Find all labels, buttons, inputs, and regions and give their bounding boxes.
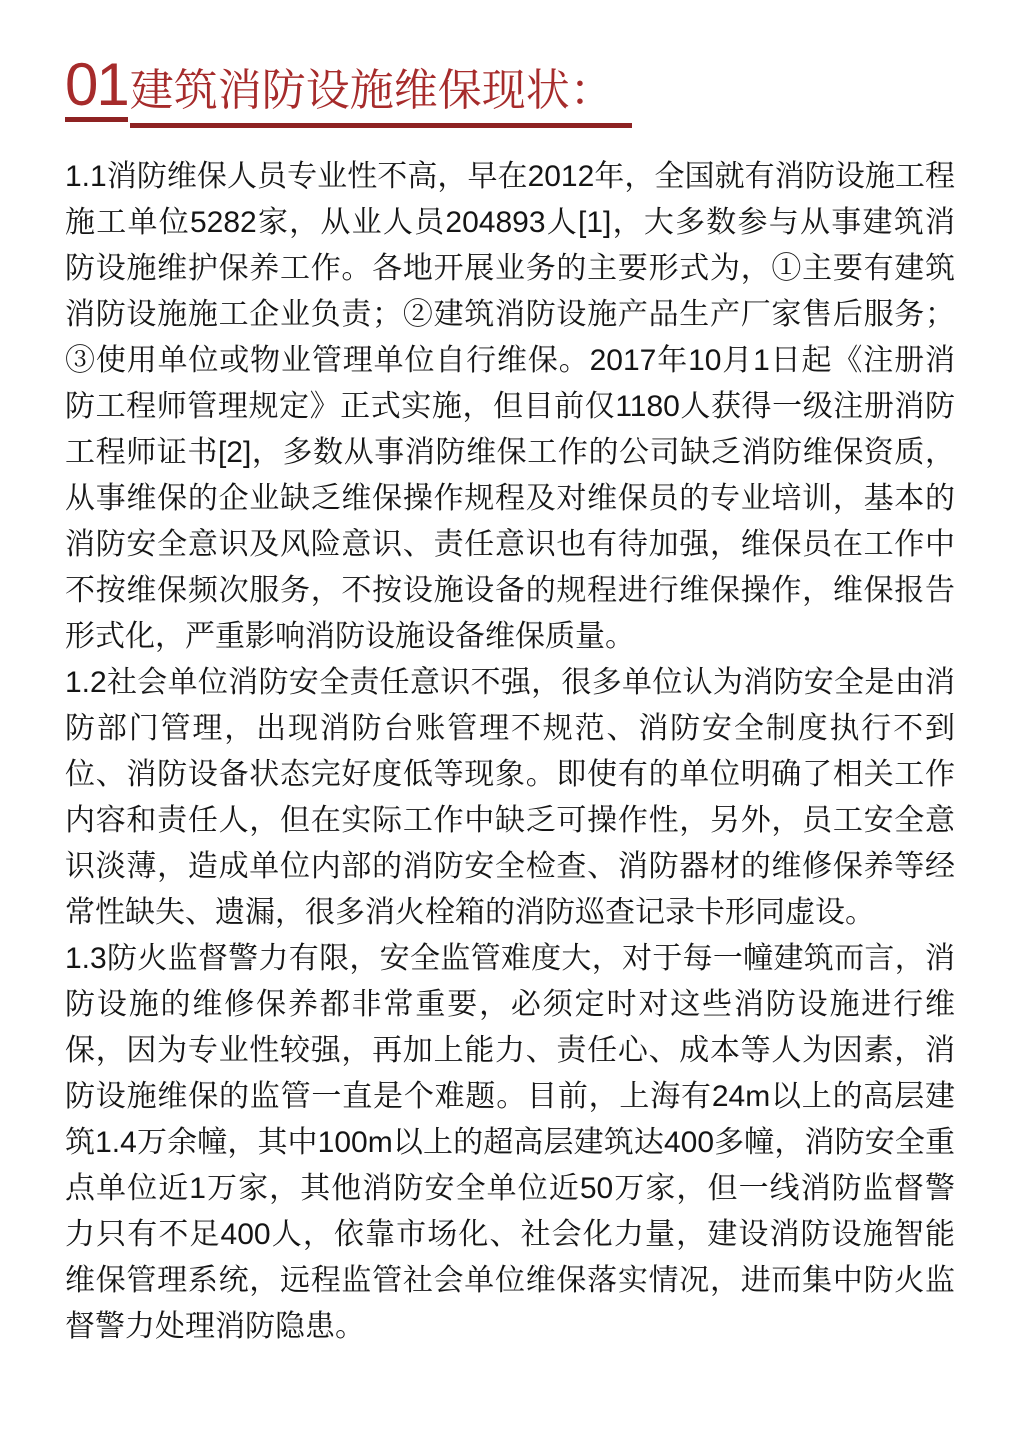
paragraph-1-1: 1.1消防维保人员专业性不高，早在2012年，全国就有消防设施工程施工单位5282家，从业人员204893人[1]，大多数参与从事建筑消防设施维护保养工作。各地开展业务的主要形式为，①主要有建筑消防设施施工企业负责；②建筑消防设施产品生产厂家售后服务；③使用单位或物业管理单位自行维保。2017年10月1日起《注册消防工程师管理规定》正式实施，但目前仅1180人获得一级注册消防工程师证书[2]，多数从事消防维保工作的公司缺乏消防维保资质，从事维保的企业缺乏维保操作规程及对维保员的专业培训，基本的消防安全意识及风险意识、责任意识也有待加强，维保员在工作中不按维保频次服务，不按设施设备的规程进行维保操作，维保报告形式化，严重影响消防设施设备维保质量。 (65, 160, 955, 653)
section-title: 建筑消防设施维保现状： (130, 69, 632, 128)
article-body (65, 154, 955, 1350)
page-title (65, 51, 955, 128)
paragraph-1-2: 1.2社会单位消防安全责任意识不强，很多单位认为消防安全是由消防部门管理，出现消防台账管理不规范、消防安全制度执行不到位、消防设备状态完好度低等现象。即使有的单位明确了相关工作内容和责任人，但在实际工作中缺乏可操作性，另外，员工安全意识淡薄，造成单位内部的消防安全检查、消防器材的维修保养等经常性缺失、遗漏，很多消火栓箱的消防巡查记录卡形同虚设。 (65, 666, 955, 929)
paragraph-1-3: 1.3防火监督警力有限，安全监管难度大，对于每一幢建筑而言，消防设施的维修保养都非常重要，必须定时对这些消防设施进行维保，因为专业性较强，再加上能力、责任心、成本等人为因素，消防设施维保的监管一直是个难题。目前，上海有24m以上的高层建筑1.4万余幢，其中100m以上的超高层建筑达400多幢，消防安全重点单位近1万家，其他消防安全单位近50万家，但一线消防监督警力只有不足400人，依靠市场化、社会化力量，建设消防设施智能维保管理系统，远程监管社会单位维保落实情况，进而集中防火监督警力处理消防隐患。 (65, 942, 955, 1343)
section-number: 01 (65, 55, 128, 122)
